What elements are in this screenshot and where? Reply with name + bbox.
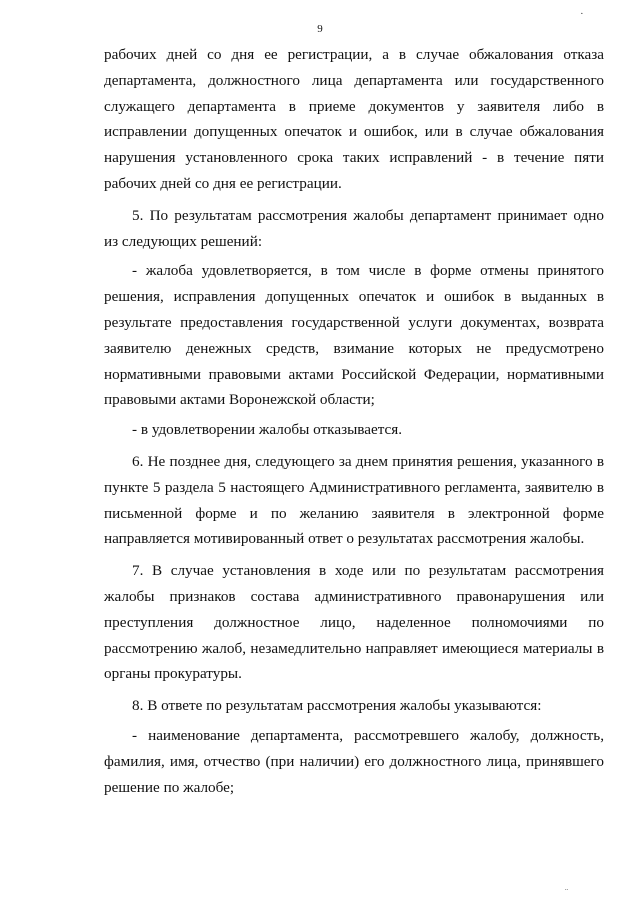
scan-corner-mark: · (580, 8, 584, 20)
scan-bottom-mark: ¨ (565, 887, 568, 897)
paragraph-item-7: 7. В случае установления в ходе или по результатам рассмотрения жалобы признаков состава административного правонарушения или преступления должностное лицо, наделенное полномочиями по рассмотрению жалоб, незамедлительно направляет имеющиеся материалы в органы прокуратуры. (104, 562, 604, 683)
document-body (104, 42, 604, 800)
paragraph-item-8-option-a: - наименование департамента, рассмотревшего жалобу, должность, фамилия, имя, отчество (при наличии) его должностного лица, принявшего решение по жалобе; (104, 726, 604, 796)
paragraph-item-8: 8. В ответе по результатам рассмотрения жалобы указываются: (132, 697, 542, 715)
paragraph-item-6: 6. Не позднее дня, следующего за днем принятия решения, указанного в пункте 5 раздела 5 настоящего Административного регламента, заявителю в письменной форме и по желанию заявителя в электронной форме направляется мотивированный ответ о результатах рассмотрения жалобы. (104, 452, 604, 548)
page-number: 9 (317, 23, 323, 35)
paragraph-item-5-option-a: - жалоба удовлетворяется, в том числе в форме отмены принятого решения, исправления допущенных опечаток и ошибок в выданных в результате предоставления государственной услуги документах, возврата заявителю денежных средств, взимание которых не предусмотрено нормативными правовыми актами Российской Федерации, нормативными правовыми актами Воронежской области; (104, 262, 604, 409)
paragraph-continuation: рабочих дней со дня ее регистрации, а в случае обжалования отказа департамента, должностного лица департамента или государственного служащего департамента в приеме документов у заявителя либо в исправлении допущенных опечаток и ошибок, или в случае обжалования нарушения установленного срока таких исправлений - в течение пяти рабочих дней со дня ее регистрации. (104, 46, 604, 192)
paragraph-item-5: 5. По результатам рассмотрения жалобы департамент принимает одно из следующих решений: (104, 206, 604, 250)
paragraph-item-5-option-b: - в удовлетворении жалобы отказывается. (132, 421, 403, 439)
